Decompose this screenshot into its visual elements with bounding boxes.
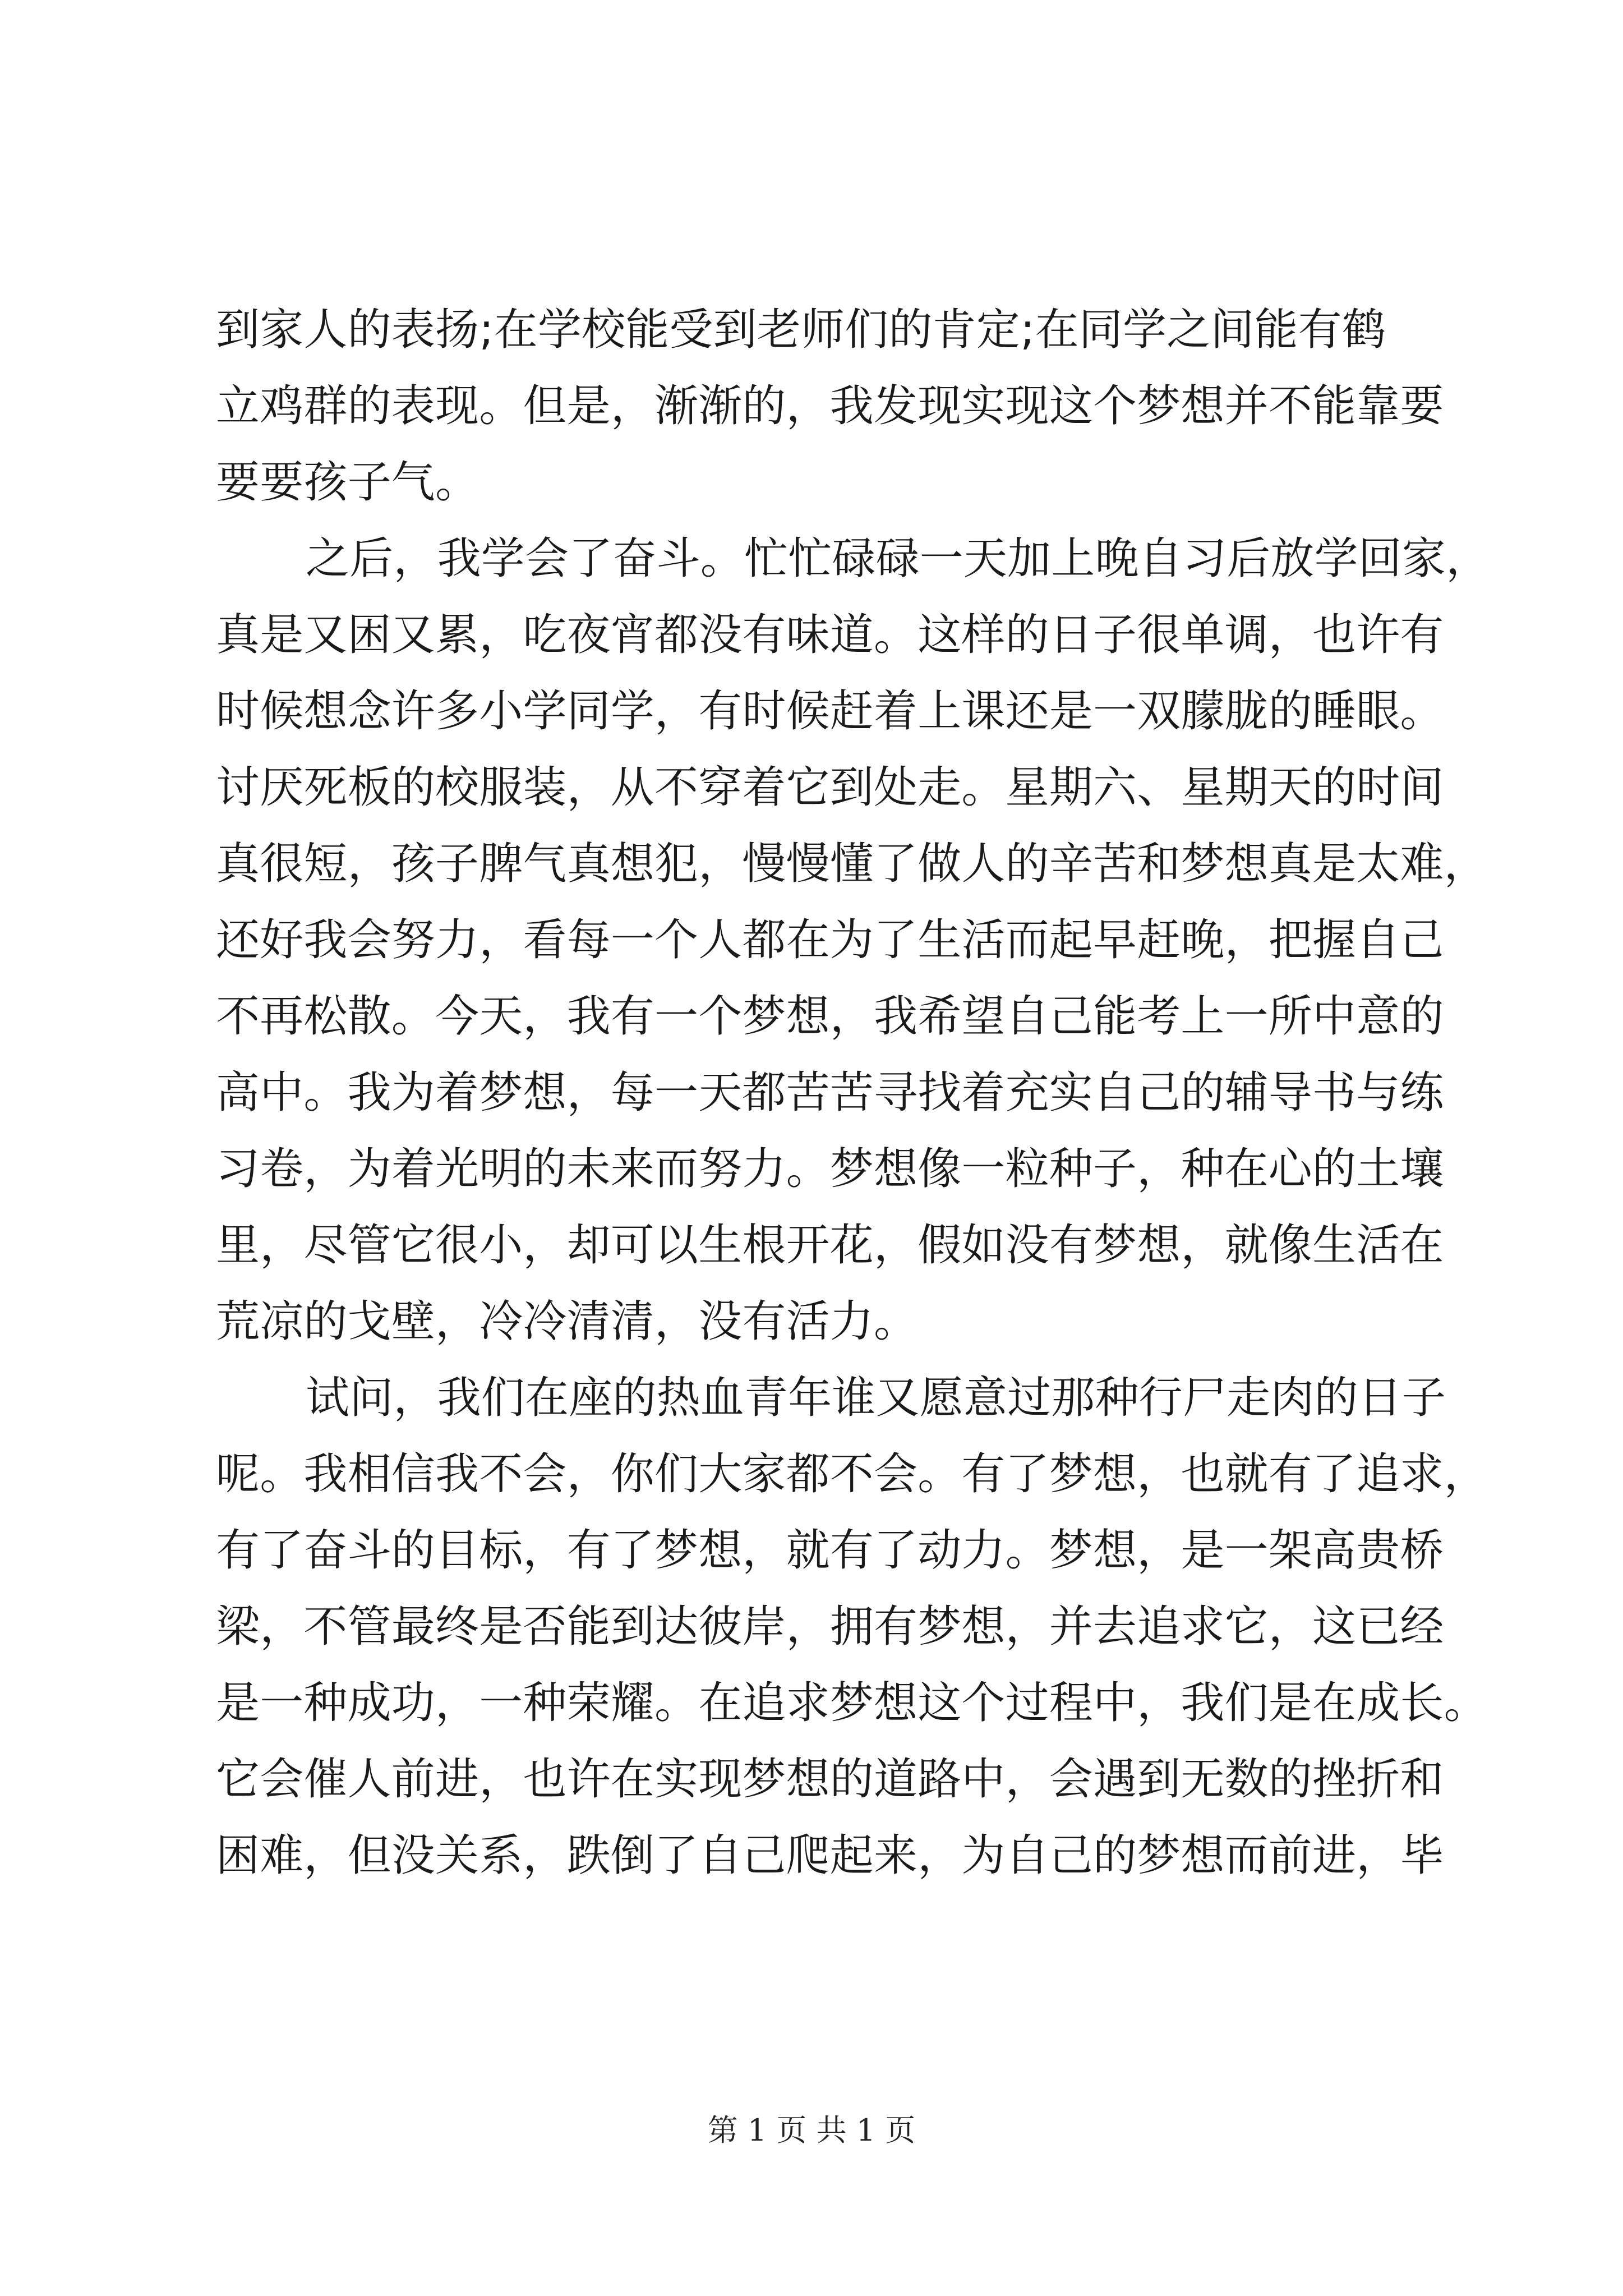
text-line: 荒凉的戈壁，冷冷清清，没有活力。 [216, 1296, 918, 1347]
text-line: 到家人的表扬;在学校能受到老师们的肯定;在同学之间能有鹤 [216, 305, 1386, 355]
text-line: 是一种成功，一种荣耀。在追求梦想这个过程中，我们是在成长。 [216, 1678, 1488, 1728]
text-line: 它会催人前进，也许在实现梦想的道路中，会遇到无数的挫折和 [216, 1754, 1444, 1805]
text-line: 之后，我学会了奋斗。忙忙碌碌一天加上晚自习后放学回家， [306, 533, 1490, 584]
text-line: 梁，不管最终是否能到达彼岸，拥有梦想，并去追求它，这已经 [216, 1602, 1444, 1652]
text-line: 试问，我们在座的热血青年谁又愿意过那种行尸走肉的日子 [306, 1373, 1446, 1423]
page-footer: 第 1 页 共 1 页 [707, 2113, 916, 2148]
text-line: 真很短，孩子脾气真想犯，慢慢懂了做人的辛苦和梦想真是太难， [216, 839, 1488, 889]
text-line: 还好我会努力，看每一个人都在为了生活而起早赶晚，把握自己 [216, 915, 1444, 965]
text-line: 时候想念许多小学同学，有时候赶着上课还是一双朦胧的睡眼。 [216, 686, 1444, 737]
text-line: 高中。我为着梦想，每一天都苦苦寻找着充实自己的辅导书与练 [216, 1068, 1444, 1118]
text-line: 真是又困又累，吃夜宵都没有味道。这样的日子很单调，也许有 [216, 610, 1444, 660]
document-body [216, 292, 1490, 1894]
text-line: 困难，但没关系，跌倒了自己爬起来，为自己的梦想而前进，毕 [216, 1830, 1444, 1881]
text-line: 不再松散。今天，我有一个梦想，我希望自己能考上一所中意的 [216, 991, 1444, 1042]
text-line: 要要孩子气。 [216, 457, 479, 508]
text-line: 呢。我相信我不会，你们大家都不会。有了梦想，也就有了追求， [216, 1449, 1488, 1499]
text-line: 有了奋斗的目标，有了梦想，就有了动力。梦想，是一架高贵桥 [216, 1525, 1444, 1576]
text-line: 里，尽管它很小，却可以生根开花，假如没有梦想，就像生活在 [216, 1220, 1444, 1271]
text-line: 立鸡群的表现。但是，渐渐的，我发现实现这个梦想并不能靠要 [216, 381, 1444, 431]
text-line: 习卷，为着光明的未来而努力。梦想像一粒种子，种在心的土壤 [216, 1144, 1444, 1194]
text-line: 讨厌死板的校服装，从不穿着它到处走。星期六、星期天的时间 [216, 762, 1444, 813]
